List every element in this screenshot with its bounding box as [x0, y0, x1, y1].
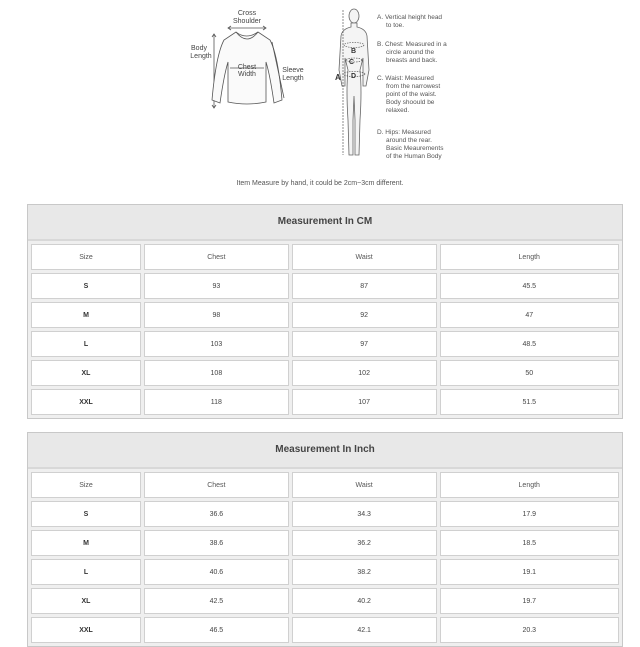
header-chest: Chest: [144, 472, 289, 498]
table-cm: [27, 204, 623, 419]
cell-waist: 87: [292, 273, 437, 299]
cell-length: 45.5: [440, 273, 620, 299]
note-d-3: Basic Meaurements: [386, 145, 444, 152]
cell-size: M: [31, 530, 141, 556]
label-body-length-2: Length: [190, 53, 212, 60]
cell-waist: 36.2: [292, 530, 437, 556]
note-a-1: A. Vertical height head: [377, 14, 443, 21]
marker-b: B: [351, 48, 357, 55]
cell-size: S: [31, 501, 141, 527]
note-c-1: C. Waist: Measured: [377, 75, 434, 82]
table-row: [31, 273, 619, 299]
header-length: Length: [440, 472, 620, 498]
label-sleeve-length-2: Length: [282, 75, 304, 82]
cell-waist: 38.2: [292, 559, 437, 585]
table-row: [31, 302, 619, 328]
table-row: [31, 559, 619, 585]
note-d-1: D. Hips: Measured: [377, 129, 431, 136]
cell-size: L: [31, 559, 141, 585]
cell-chest: 36.6: [144, 501, 289, 527]
table-row: [31, 501, 619, 527]
table-row: [31, 588, 619, 614]
header-length: Length: [440, 244, 620, 270]
table-header-row: [31, 472, 619, 498]
note-c-4: Body shoould be: [386, 99, 435, 106]
cell-chest: 40.6: [144, 559, 289, 585]
cell-length: 20.3: [440, 617, 620, 643]
table-row: [31, 389, 619, 415]
header-waist: Waist: [292, 244, 437, 270]
table-cm-grid: [28, 241, 622, 418]
note-b-3: breasts and back.: [386, 57, 438, 64]
cell-length: 47: [440, 302, 620, 328]
marker-c: C: [349, 59, 355, 66]
cell-waist: 97: [292, 331, 437, 357]
table-header-row: [31, 244, 619, 270]
measure-note: Item Measure by hand, it could be 2cm~3cm different.: [236, 180, 404, 187]
label-body-length-1: Body: [191, 45, 207, 52]
cell-chest: 46.5: [144, 617, 289, 643]
label-chest-width-1: Chest: [237, 64, 257, 71]
cell-size: XL: [31, 588, 141, 614]
cell-length: 17.9: [440, 501, 620, 527]
note-b-1: B. Chest: Measured in a: [377, 41, 447, 48]
header-waist: Waist: [292, 472, 437, 498]
cell-chest: 93: [144, 273, 289, 299]
cell-chest: 38.6: [144, 530, 289, 556]
cell-chest: 108: [144, 360, 289, 386]
table-inch-grid: [28, 469, 622, 646]
note-c-5: relaxed.: [386, 107, 410, 114]
cell-waist: 92: [292, 302, 437, 328]
measurement-notes: [377, 14, 447, 160]
cell-waist: 107: [292, 389, 437, 415]
note-d-2: around the rear.: [386, 137, 432, 144]
marker-d: D: [351, 73, 357, 80]
table-cm-title: Measurement In CM: [28, 205, 622, 241]
cell-length: 19.7: [440, 588, 620, 614]
cell-length: 48.5: [440, 331, 620, 357]
cell-chest: 42.5: [144, 588, 289, 614]
body-figure: [339, 9, 369, 155]
cell-waist: 42.1: [292, 617, 437, 643]
cell-size: XXL: [31, 389, 141, 415]
cell-length: 50: [440, 360, 620, 386]
label-cross-shoulder-1: Cross: [237, 10, 257, 17]
table-inch-title: Measurement In Inch: [28, 433, 622, 469]
cell-waist: 102: [292, 360, 437, 386]
cell-waist: 34.3: [292, 501, 437, 527]
marker-a: A: [335, 73, 341, 82]
cell-chest: 98: [144, 302, 289, 328]
cell-chest: 118: [144, 389, 289, 415]
table-row: [31, 530, 619, 556]
table-row: [31, 360, 619, 386]
note-c-3: point of the waist.: [386, 91, 437, 98]
header-size: Size: [31, 244, 141, 270]
header-chest: Chest: [144, 244, 289, 270]
cell-size: XL: [31, 360, 141, 386]
table-row: [31, 331, 619, 357]
cell-chest: 103: [144, 331, 289, 357]
cell-size: L: [31, 331, 141, 357]
cell-length: 51.5: [440, 389, 620, 415]
cell-waist: 40.2: [292, 588, 437, 614]
cell-size: XXL: [31, 617, 141, 643]
label-chest-width-2: Width: [238, 71, 256, 78]
label-sleeve-length-1: Sleeve: [282, 67, 304, 74]
header-size: Size: [31, 472, 141, 498]
cell-size: M: [31, 302, 141, 328]
cell-size: S: [31, 273, 141, 299]
table-row: [31, 617, 619, 643]
note-c-2: from the narrowest: [386, 83, 441, 90]
note-b-2: circle around the: [386, 49, 435, 56]
table-inch: [27, 432, 623, 647]
label-cross-shoulder-2: Shoulder: [232, 18, 262, 25]
note-a-2: to toe.: [386, 22, 405, 29]
note-d-4: of the Human Body: [386, 153, 442, 160]
measurement-diagram: [0, 0, 640, 195]
cell-length: 19.1: [440, 559, 620, 585]
cell-length: 18.5: [440, 530, 620, 556]
